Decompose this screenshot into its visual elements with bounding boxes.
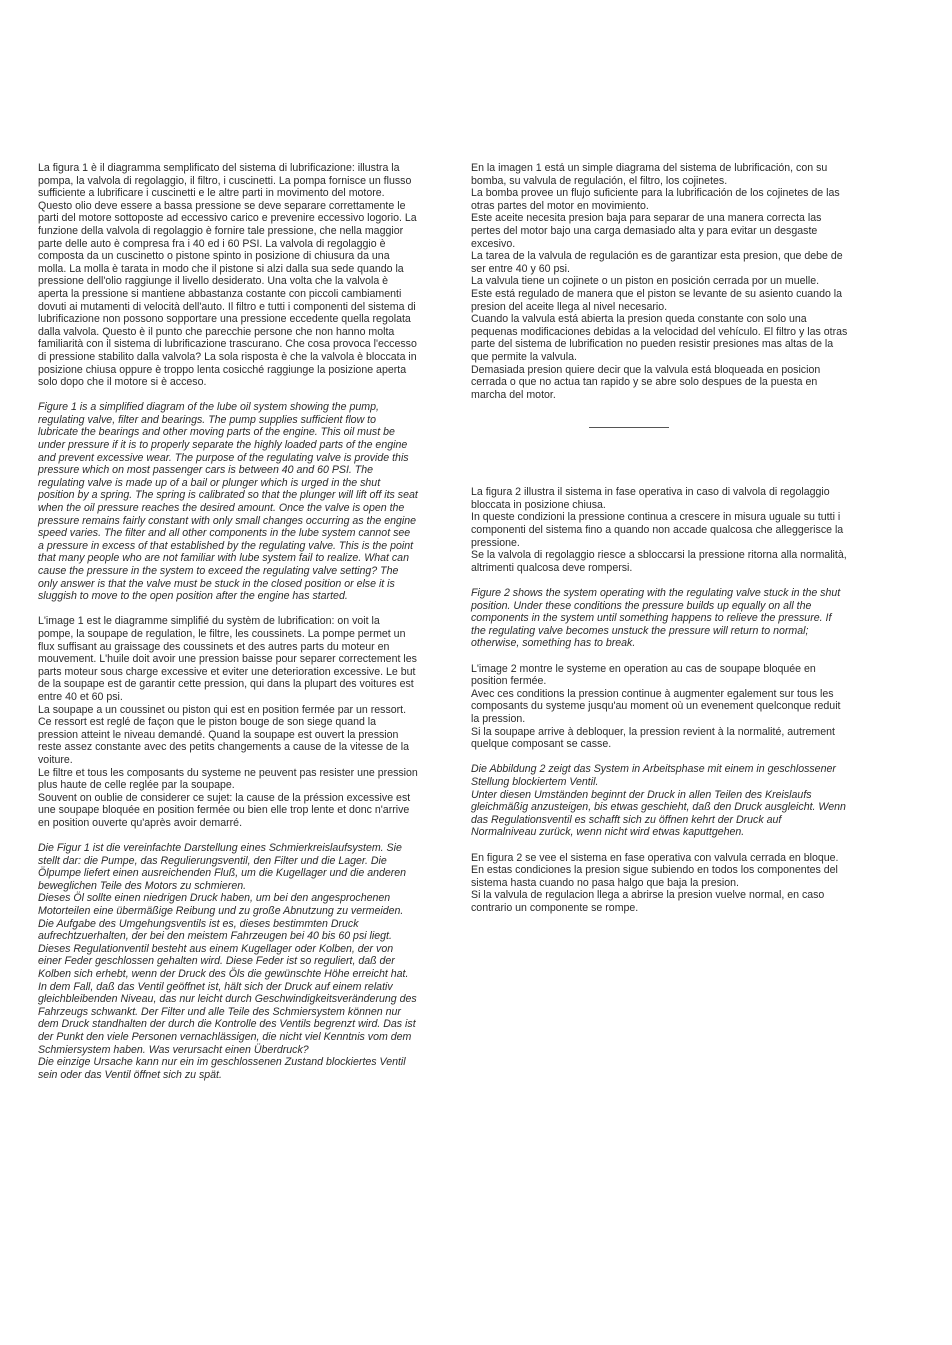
spanish-paragraph-1f: Este está regulado de manera que el piston se levante de su asiento cuando la presion del aceite llega al nivel necesario.: [471, 287, 843, 313]
french-paragraph-2a: L'image 2 montre le systeme en operation au cas de soupape bloquée en position fermée.: [471, 662, 816, 688]
spanish-paragraph-1c: Este aceite necesita presion baja para separar de una manera correcta las pertes del motor bajo una carga demasiado alta y para evitar un desgaste excesivo.: [471, 212, 822, 250]
french-paragraph-1d: Le filtre et tous les composants du systeme ne peuvent pas resister une pression plus haute de celle reglée par la soupape.: [38, 766, 418, 792]
german-paragraph-1b: Dieses Öl sollte einen niedrigen Druck haben, um bei den angesprochenen Motorteilen eine übermäßige Reibung und zu große Abnutzung zu vermeiden. Die Aufgabe des Umgehungsventils ist es, dieses bestimmten Druck aufrechtzuerhalten, der bei den meistem Fahrzeugen bei 40 bis 60 psi liegt. Dieses Regulationventil besteht aus einem Kugellager oder Kolben, der von einer Feder geschlossen gehalten wird. Diese Feder ist so reguliert, daß der Kolben sich erhebt, wenn der Druck des Öls die gewünschte Höhe erreicht hat. In dem Fall, daß das Ventil geöffnet ist, hält sich der Druck auf einem relativ gleichbleibenden Niveau, das nur leicht durch Geschwindigkeitsveränderung des Fahrzeugs schwankt. Der Filter und alle Teile des Schmiersystem können nur dem Druck standhalten der durch die Kontrolle des Ventils begrenzt wird. Das ist der Punkt den viele Personen vernachlässigen, die nicht viel Kenntnis vom dem Schmiersystem haben. Was verursacht einen Überdruck?: [38, 892, 417, 1056]
italian-paragraph-2c: Se la valvola di regolaggio riesce a sbloccarsi la pressione ritorna alla normalità, altrimenti qualcosa deve rompersi.: [471, 549, 847, 574]
french-paragraph-2c: Si la soupape arrive à debloquer, la pression revient à la normalité, autrement quelque composant se casse.: [471, 725, 835, 751]
french-paragraph-1b: La soupape a un coussinet ou piston qui est en position fermée par un ressort.: [38, 703, 407, 716]
section-divider: [589, 427, 669, 428]
spanish-paragraph-1h: Demasiada presion quiere decir que la valvula está bloqueada en posicion cerrada o que no actua tan rapido y se abre solo despues de la puesta en marcha del motor.: [471, 363, 821, 401]
spanish-paragraph-1a: En la imagen 1 está un simple diagrama del sistema de lubrificación, con su bomba, su valvula de regulación, el filtro, los cojinetes.: [471, 162, 828, 187]
spanish-paragraph-2c: Si la valvula de regulacion llega a abrirse la presion vuelve normal, en caso contrario un componente se rompe.: [471, 889, 825, 914]
french-paragraph-1c: Ce ressort est reglé de façon que le piston bouge de son siege quand la pression atteint le niveau demandé. Quand la soupape est ouvert la pression reste assez constante avec des petits changements a cause de la vitesse de la voiture.: [38, 716, 409, 766]
english-paragraph-1: Figure 1 is a simplified diagram of the lube oil system showing the pump, regulating valve, filter and bearings. The pump supplies sufficient flow to lubricate the bearings and other moving parts of the engine. This oil must be under pressure if it is to properly separate the highly loaded parts of the engine and prevent excessive wear. The purpose of the regulating valve is provide this pressure which on most passenger cars is between 40 and 60 PSI. The regulating valve is made up of a bail or plunger which is urged in the shut position by a spring. The spring is calibrated so that the plunger will lift off its seat when the oil pressure reaches the desired amount. Once the valve is open the pressure remains fairly constant with only small changes occurring as the engine speed varies. The filter and all other components in the lube system cannot see a pressure in excess of that established by the regulating valve. This is the point that many people who are not familiar with lube system fail to realize. What can cause the pressure in the system to exceed the regulating valve setting? The only answer is that the valve must be stuck in the closed position or else it is sluggish to move to the open position after the engine has started.: [38, 401, 418, 603]
english-paragraph-2: Figure 2 shows the system operating with the regulating valve stuck in the shut position. Under these conditions the pressure builds up equally on all the components in the system until something happens to relieve the pressure. If the regulating valve becomes unstuck the pressure will return to normal; otherwise, something has to break.: [471, 587, 841, 650]
right-column: [471, 162, 849, 914]
left-column: [38, 162, 418, 1094]
italian-paragraph-1: La figura 1 è il diagramma semplificato del sistema di lubrificazione: illustra la pompa, la valvola di regolaggio, il filtro, i cuscinetti. La pompa fornisce un flusso sufficiente a lubrificare i cuscinetti e le altre parti in movimento del motore. Questo olio deve essere a bassa pressione se deve separare correttamente le parti del motore sottoposte ad eccessivo carico e prevenire eccessivo logorio. La funzione della valvola di regolaggio è fornire tale pressione, che nella maggior parte delle auto è compresa fra i 40 ed i 60 PSI. La valvola di regolaggio è composta da un cuscinetto o pistone spinto in posizione di chiusura da una molla. La molla è tarata in modo che il pistone si alzi dalla sua sede quando la pressione dell'olio raggiunge il livello desiderato. Una volta che la valvola è aperta la pressione si mantiene abbastanza costante con piccoli cambiamenti dovuti ai mutamenti di velocità dell'auto. Il filtro e tutti i componenti del sistema di lubrificazione non possono sopportare una pressione eccedente quella regolata dalla valvola. Questo è il punto che parecchie persone che non hanno molta familiarità con il sistema di lubrificazione trascurano. Che cosa provoca l'eccesso di pressione stabilito dalla valvola? La sola risposta è che la valvola è bloccata in posizione chiusa oppure è troppo lenta cosicché raggiunge la posizione aperta solo dopo che il motore si è acceso.: [38, 162, 417, 389]
german-paragraph-1a: Die Figur 1 ist die vereinfachte Darstellung eines Schmierkreislaufsystem. Sie stellt dar: die Pumpe, das Regulierungsventil, den Filter und die Lager. Die Ölpumpe liefert einen ausreichenden Fluß, um die Kugellager und die anderen beweglichen Teile des Motors zu schmieren.: [38, 842, 407, 892]
italian-paragraph-2b: In queste condizioni la pressione continua a crescere in misura uguale su tutti i componenti del sistema fino a quando non accade qualcosa che alleggerisce la pressione.: [471, 511, 844, 549]
spanish-paragraph-2b: En estas condiciones la presion sigue subiendo en todos los componentes del sistema hasta cuando no pasa halgo que baja la presion.: [471, 864, 838, 889]
french-paragraph-2b: Avec ces conditions la pression continue à augmenter egalement sur tous les composants du systeme jusqu'au moment où un evenement quelconque reduit la pression.: [471, 687, 841, 725]
french-paragraph-1a: L'image 1 est le diagramme simplifié du systèm de lubrification: on voit la pompe, la soupape de regulation, le filtre, les coussinets. La pompe permet un flux suffisant au graissage des coussinets et des autres parts du moteur en mouvement. L'huile doit avoir une pression baisse pour separer correctement les parts moteur sous charge excessive et eviter une deterioration excessive. Le but de la soupape est de garantir cette pression, qui dans la plupart des voitures est entre 40 et 60 psi.: [38, 615, 417, 703]
spanish-paragraph-1d: La tarea de la valvula de regulación es de garantizar esta presion, que debe de ser entre 40 y 60 psi.: [471, 250, 843, 275]
spanish-paragraph-1b: La bomba provee un flujo suficiente para la lubrificación de los cojinetes de las otras partes del motor en movimiento.: [471, 187, 840, 212]
german-paragraph-1c: Die einzige Ursache kann nur ein im geschlossenen Zustand blockiertes Ventil sein oder das Ventil öffnet sich zu spät.: [38, 1056, 406, 1081]
french-paragraph-1e: Souvent on oublie de considerer ce sujet: la cause de la préssion excessive est une soupape bloquée en position fermée ou bien elle trop lente et donc n'arrive en position ouverte qu'après avoir demarré.: [38, 791, 411, 829]
german-paragraph-2a: Die Abbildung 2 zeigt das System in Arbeitsphase mit einem in geschlossener Stellung blockiertem Ventil.: [471, 763, 836, 788]
spanish-paragraph-1g: Cuando la valvula está abierta la presion queda constante con solo una pequenas modificaciones debidas a la velocidad del vehículo. El filtro y las otras parte del sistema de lubrification no pueden resistir presiones mas altas de la que permite la valvula.: [471, 313, 848, 363]
spanish-paragraph-2a: En figura 2 se vee el sistema en fase operativa con valvula cerrada en bloque.: [471, 851, 839, 864]
italian-paragraph-2a: La figura 2 illustra il sistema in fase operativa in caso di valvola di regolaggio bloccata in posizione chiusa.: [471, 486, 830, 511]
german-paragraph-2b: Unter diesen Umständen beginnt der Druck in allen Teilen des Kreislaufs gleichmäßig anzusteigen, bis etwas geschieht, daß den Druck ausgleicht. Wenn das Regulationsventil es schafft sich zu öffnen kehrt der Druck auf Normalniveau zurück, wenn nicht wird etwas kaputtgehen.: [471, 788, 846, 839]
spanish-paragraph-1e: La valvula tiene un cojinete o un piston en posición cerrada por un muelle.: [471, 275, 820, 288]
